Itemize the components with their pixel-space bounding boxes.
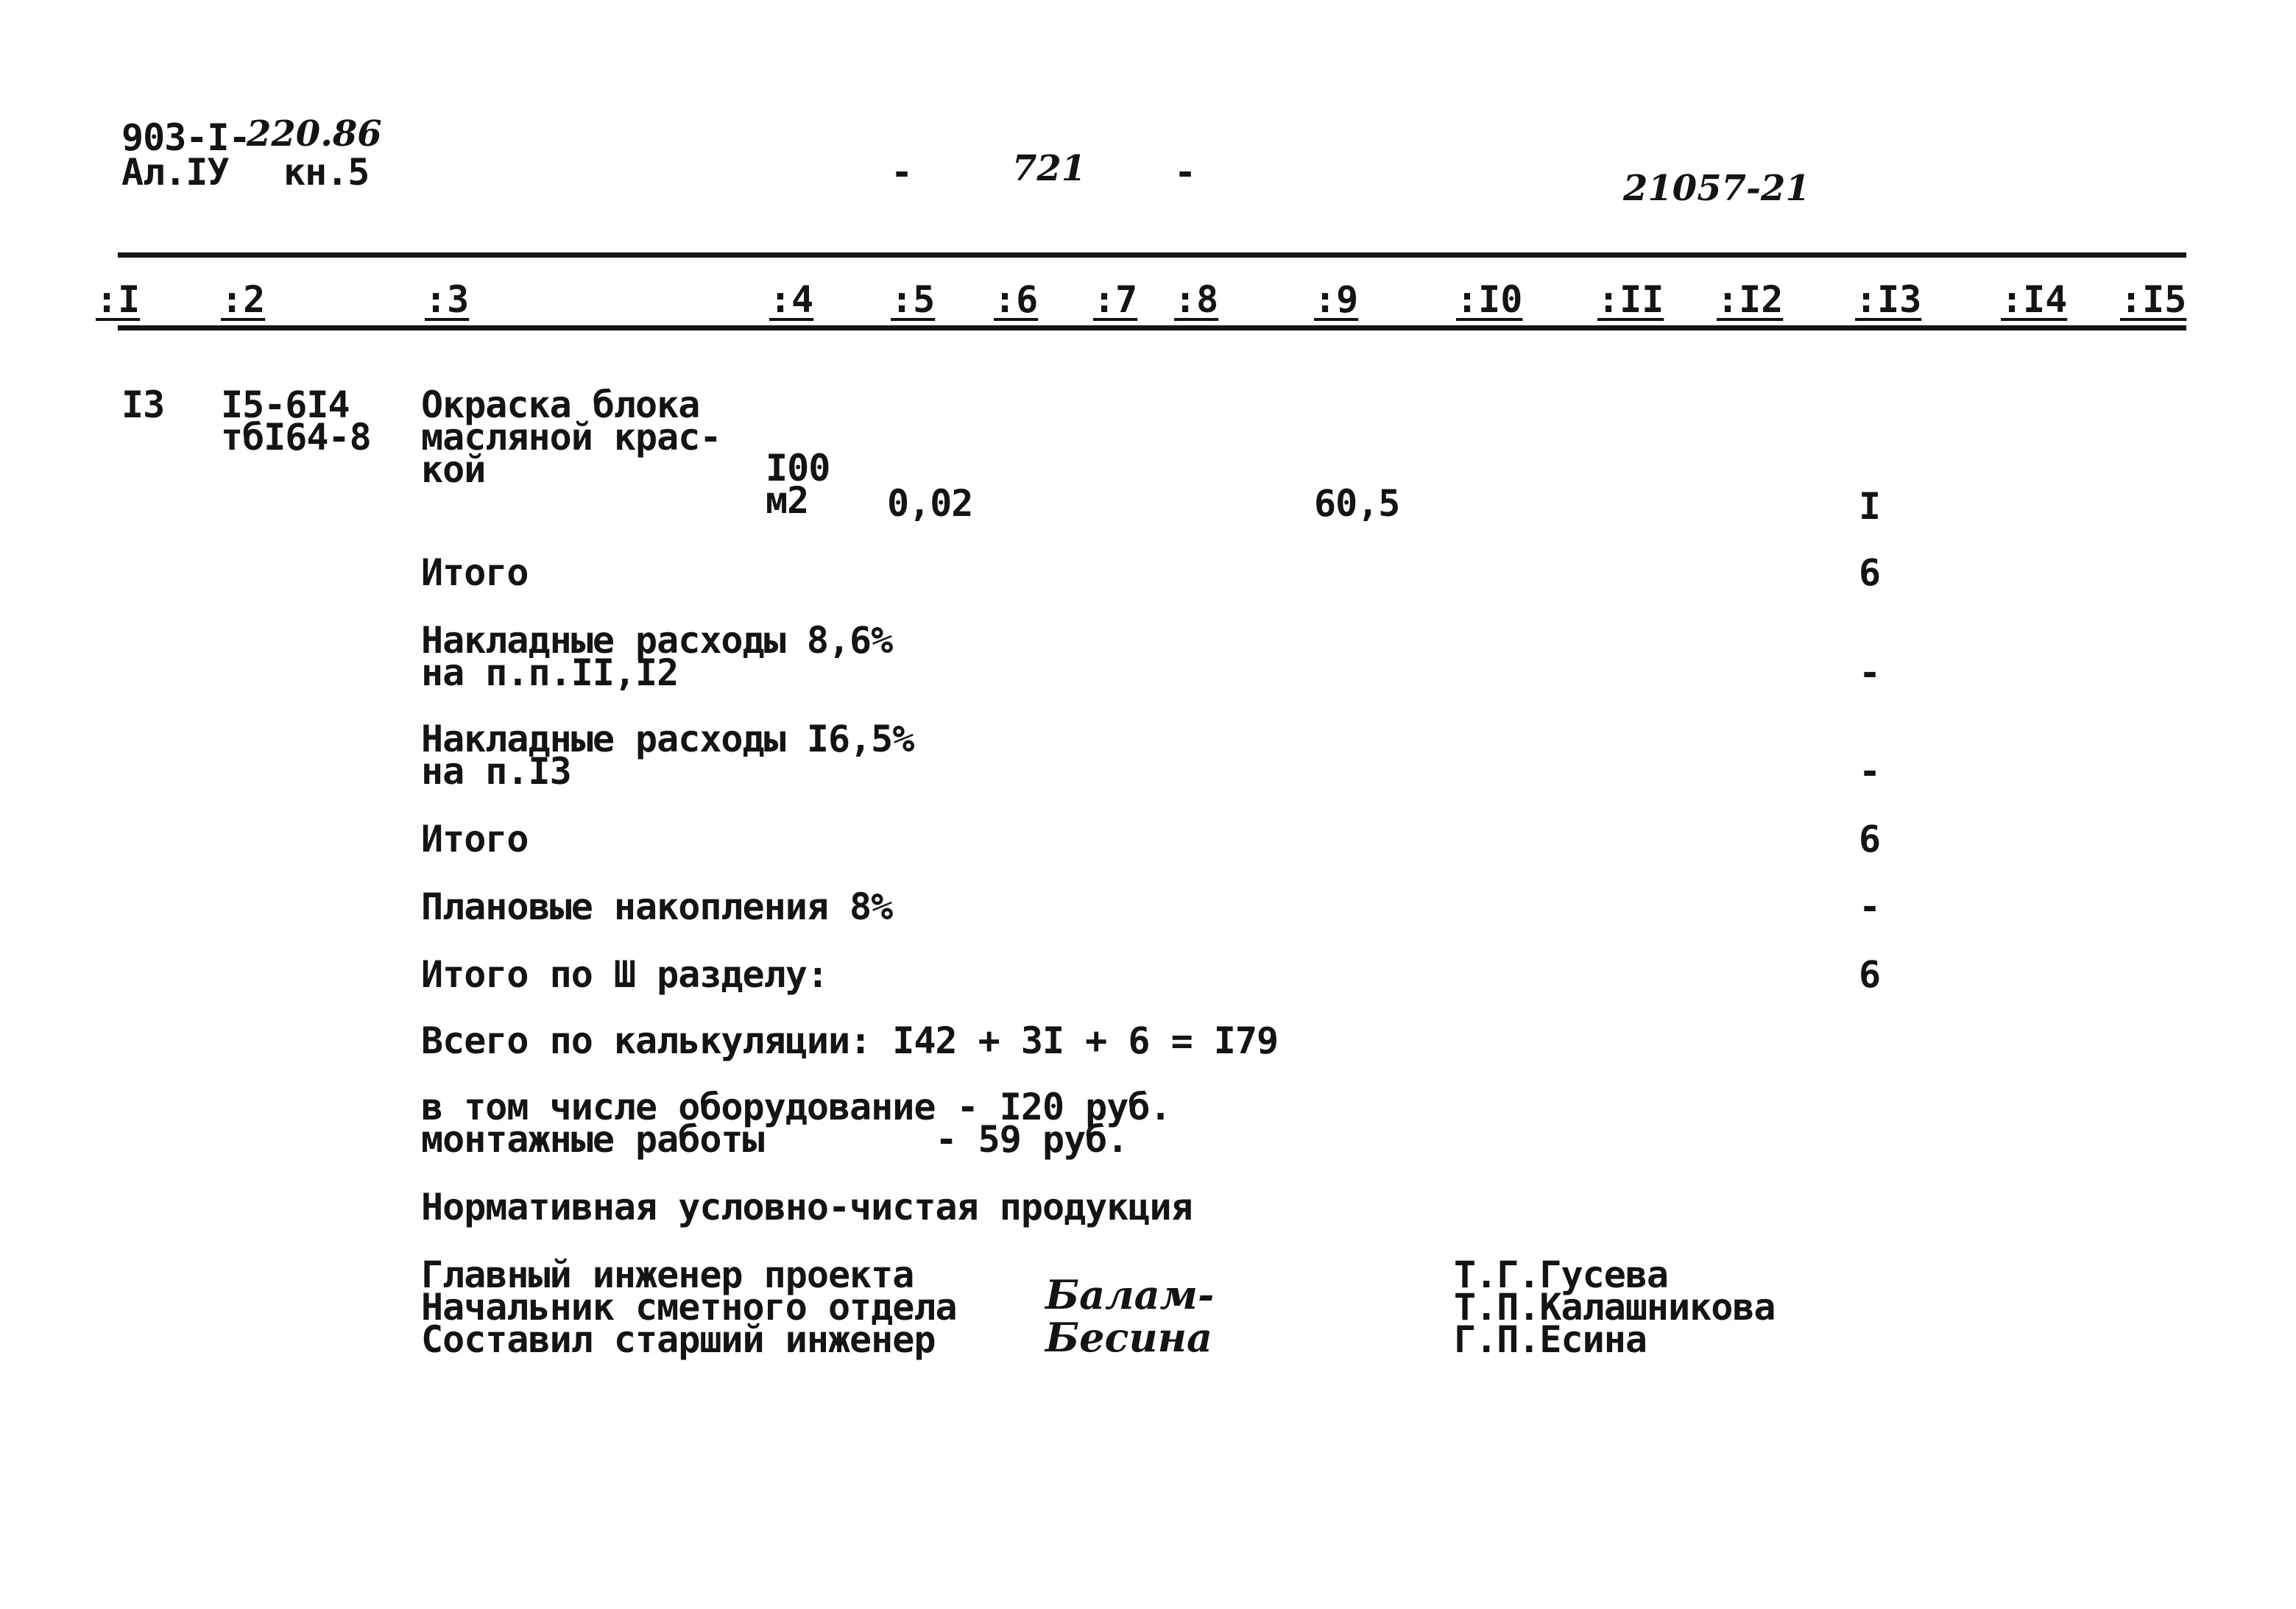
subtotal-label: Итого xyxy=(421,551,529,594)
subtotal-value: 6 xyxy=(1859,818,1881,860)
column-number: :3 xyxy=(425,278,470,321)
document-code-handwritten: 220.86 xyxy=(247,113,382,155)
item-total: I xyxy=(1859,485,1881,528)
header-rule-bottom xyxy=(118,325,2186,330)
document-number: 21057-21 xyxy=(1623,168,1810,209)
item-price: 60,5 xyxy=(1314,482,1400,525)
subtotal-label: Итого xyxy=(421,818,529,860)
column-number: :I5 xyxy=(2120,278,2187,321)
column-number: :9 xyxy=(1314,278,1359,321)
book-label: кн.5 xyxy=(283,151,370,194)
item-description: Окраска блока масляной крас- кой xyxy=(421,383,721,491)
column-number: :2 xyxy=(221,278,266,321)
document-code-printed: 903-I- xyxy=(121,116,250,159)
item-unit: I00 м2 xyxy=(766,447,830,522)
overhead-label: Накладные расходы 8,6% на п.п.II,I2 xyxy=(421,619,893,694)
signature-roles: Главный инженер проекта Начальник сметного отдела Составил старший инженер xyxy=(421,1253,957,1361)
column-number: :8 xyxy=(1174,278,1219,321)
album-label: Ал.IУ xyxy=(121,151,229,194)
overhead-label: Накладные расходы I6,5% на п.I3 xyxy=(421,718,914,793)
item-quantity: 0,02 xyxy=(887,482,973,525)
item-code: I5-6I4 тбI64-8 xyxy=(221,383,371,459)
column-number: :II xyxy=(1597,278,1664,321)
section-total-label: Итого по Ш разделу: xyxy=(421,953,828,996)
handwritten-signature: Балам- Бесина xyxy=(1045,1271,1215,1361)
subtotal-value: 6 xyxy=(1859,551,1881,594)
page-dash-right: - xyxy=(1174,151,1196,194)
overhead-value: - xyxy=(1859,750,1881,793)
column-number: :I0 xyxy=(1456,278,1523,321)
calculation-total: Всего по калькуляции: I42 + 3I + 6 = I79 xyxy=(421,1019,1279,1062)
net-product-label: Нормативная условно-чистая продукция xyxy=(421,1186,1193,1228)
page-dash-left: - xyxy=(891,151,913,194)
planned-savings-label: Плановые накопления 8% xyxy=(421,885,893,928)
column-number: :I4 xyxy=(2001,278,2068,321)
overhead-value: - xyxy=(1859,651,1881,694)
cost-breakdown: в том числе оборудование - I20 руб. монтажные работы - 59 руб. xyxy=(421,1086,1171,1161)
header-rule-top xyxy=(118,252,2186,258)
item-number: I3 xyxy=(121,383,165,426)
column-number: :6 xyxy=(994,278,1039,321)
column-number: :7 xyxy=(1093,278,1138,321)
column-number: :5 xyxy=(891,278,936,321)
column-number: :4 xyxy=(769,278,814,321)
page-number: 721 xyxy=(1012,148,1087,189)
column-number: :I xyxy=(96,278,141,321)
planned-savings-value: - xyxy=(1859,885,1881,928)
section-total-value: 6 xyxy=(1859,953,1881,996)
column-number: :I3 xyxy=(1855,278,1922,321)
signature-names: Т.Г.Гусева Т.П.Калашникова Г.П.Есина xyxy=(1454,1253,1776,1361)
column-number: :I2 xyxy=(1717,278,1784,321)
